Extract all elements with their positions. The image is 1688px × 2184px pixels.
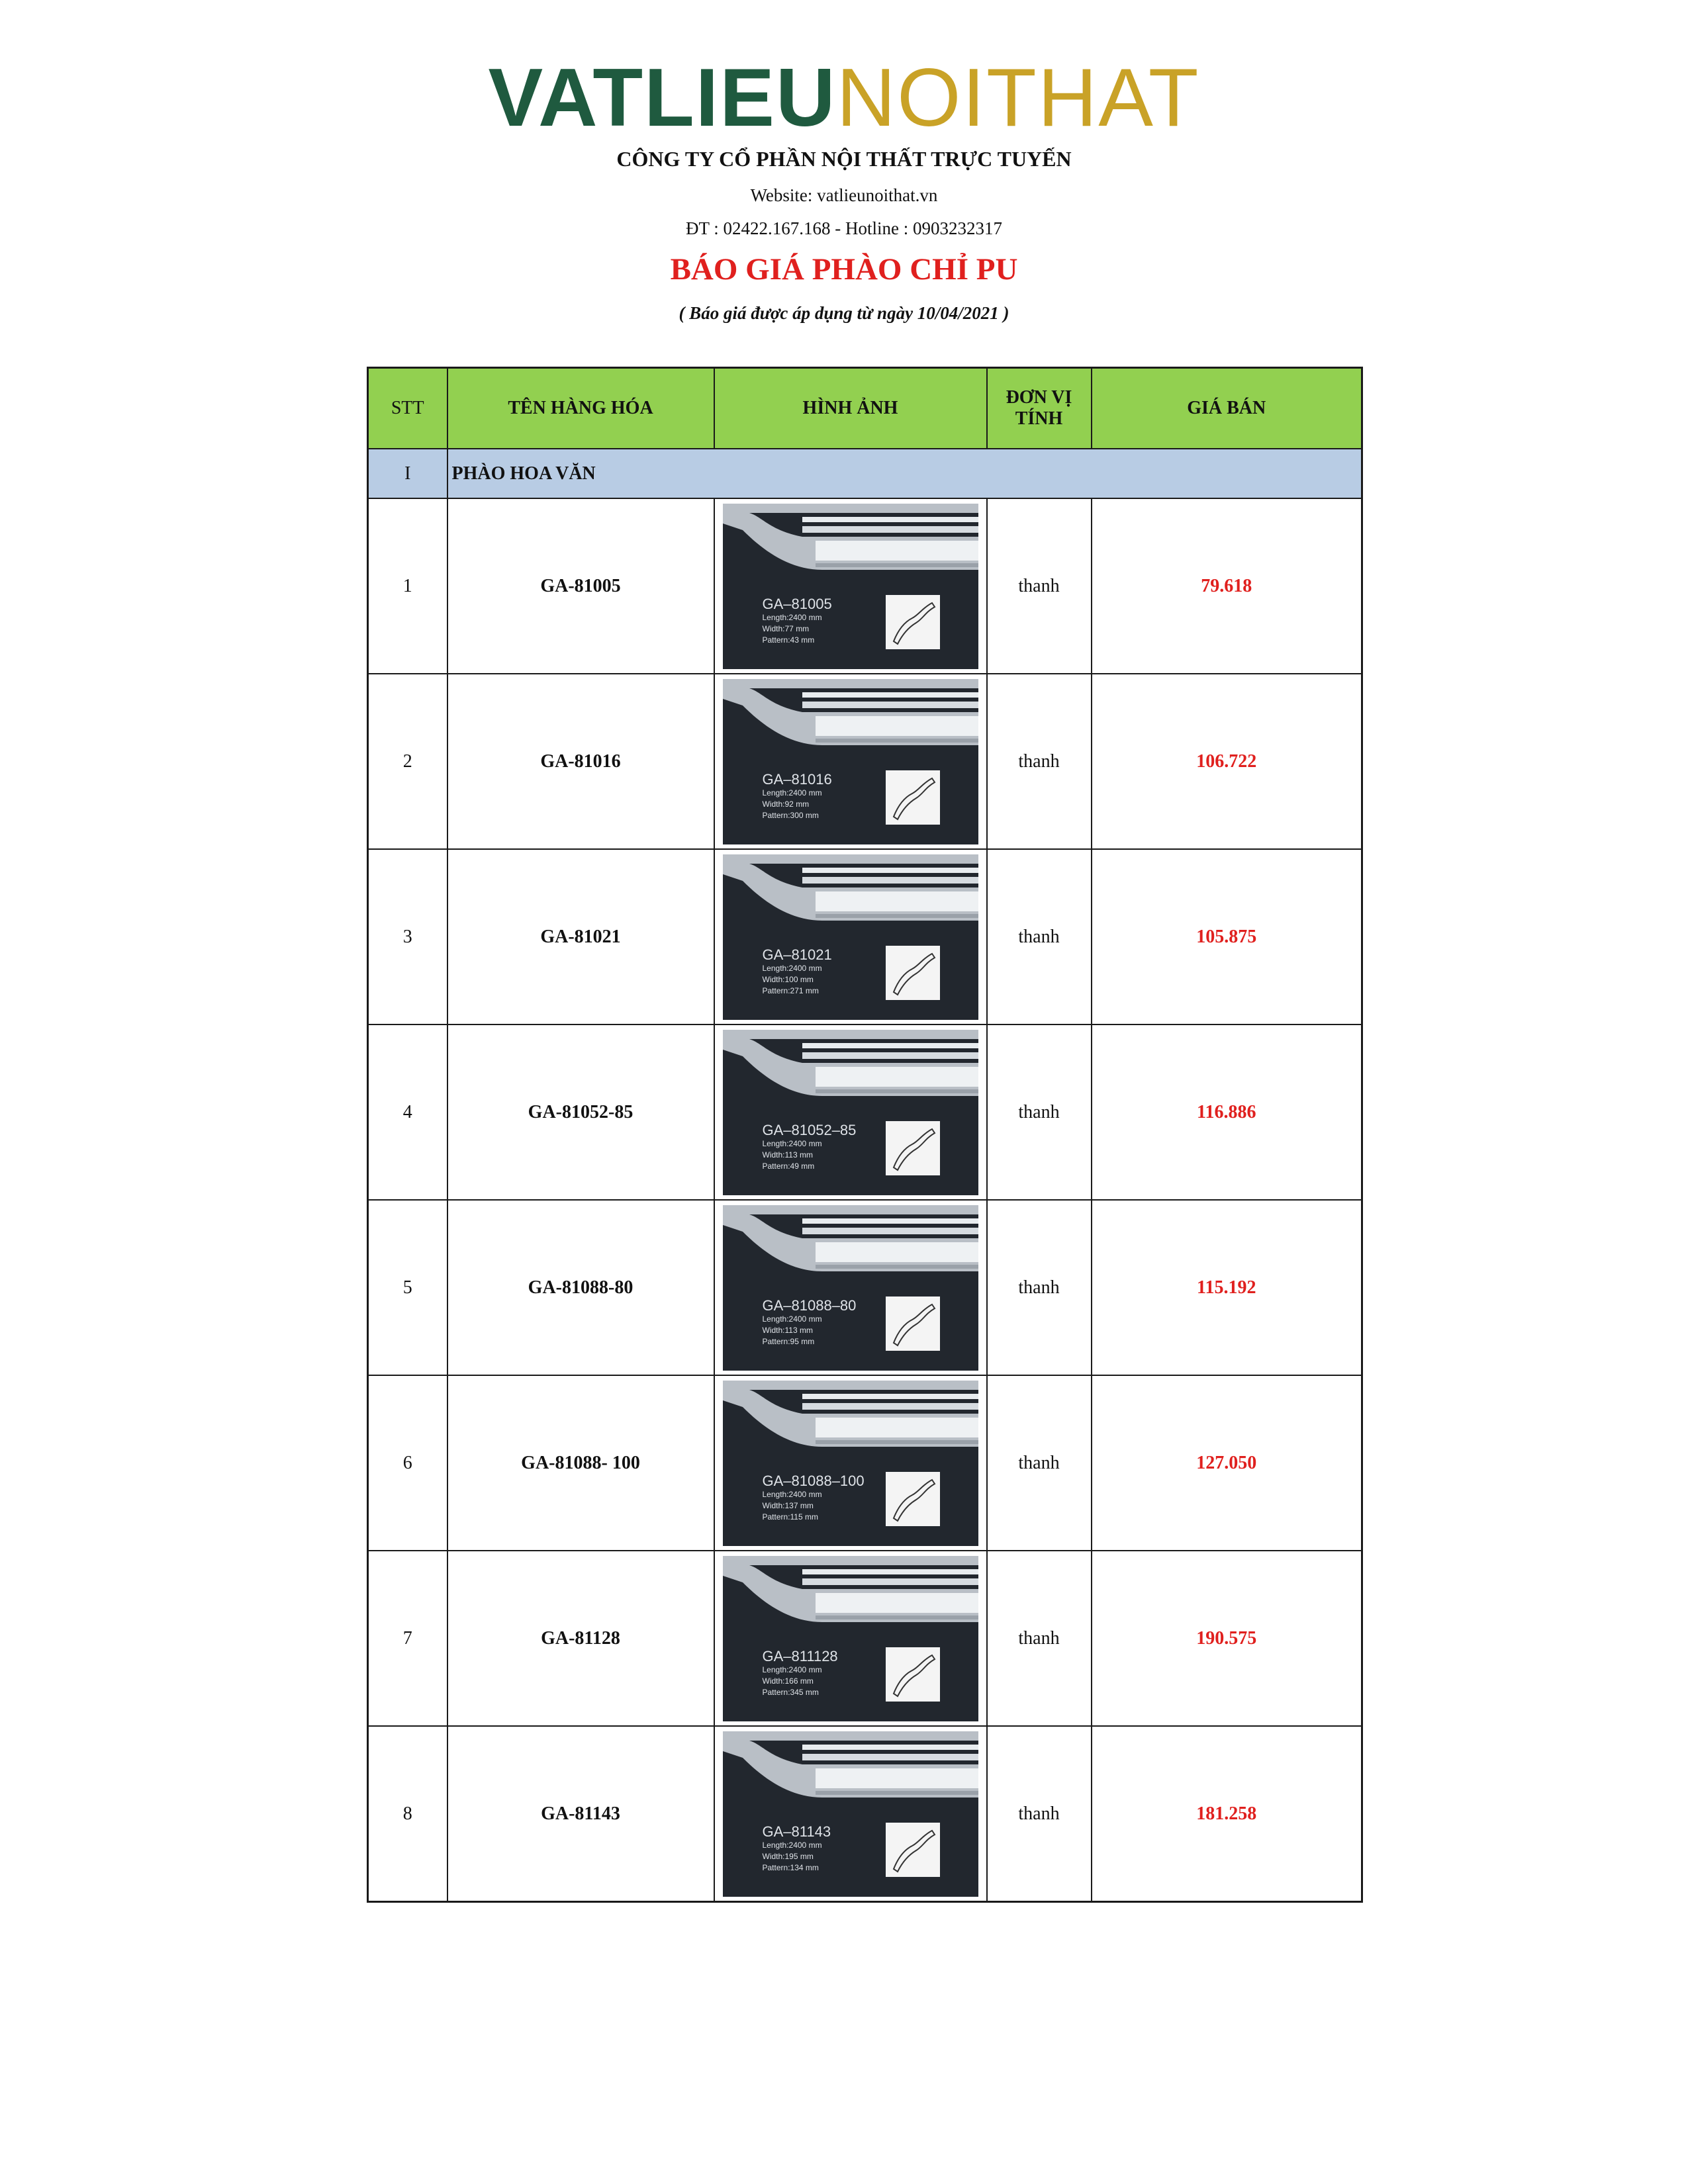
image-code: GA–81016	[762, 770, 832, 788]
price-text: 190.575	[1196, 1627, 1257, 1649]
row-price	[1092, 849, 1362, 1024]
image-code: GA–81021	[762, 946, 832, 963]
price-table	[367, 367, 1363, 1903]
image-pattern: Pattern:345 mm	[762, 1687, 819, 1697]
table-row	[368, 674, 1362, 849]
row-stt	[368, 1726, 447, 1902]
image-pattern: Pattern:43 mm	[762, 635, 815, 645]
profile-diagram-icon	[886, 1297, 940, 1351]
page-subtitle: ( Báo giá được áp dụng từ ngày 10/04/2021 )	[679, 303, 1009, 323]
unit-text: thanh	[1018, 1277, 1060, 1298]
image-caption	[763, 1473, 865, 1523]
image-width: Width:100 mm	[762, 974, 814, 984]
moulding-illustration	[723, 679, 978, 844]
row-image-cell	[714, 849, 987, 1024]
product-image	[723, 854, 978, 1020]
section-title: PHÀO HOA VĂN	[447, 449, 1362, 498]
company-name: CÔNG TY CỔ PHẦN NỘI THẤT TRỰC TUYẾN	[616, 147, 1072, 171]
stt-text: 6	[402, 1452, 412, 1473]
row-price	[1092, 498, 1362, 674]
image-caption	[763, 1649, 838, 1698]
stt-text: 3	[402, 926, 412, 947]
header-unit: ĐƠN VỊ TÍNH	[987, 368, 1092, 449]
row-image-cell	[714, 674, 987, 849]
company-logo	[0, 52, 1688, 144]
header-image: HÌNH ẢNH	[714, 368, 987, 449]
row-unit	[987, 1200, 1092, 1375]
row-image-cell	[714, 498, 987, 674]
image-length: Length:2400 mm	[762, 1489, 822, 1499]
table-row	[368, 498, 1362, 674]
price-text: 115.192	[1197, 1277, 1256, 1298]
row-price	[1092, 1200, 1362, 1375]
image-caption	[763, 596, 832, 646]
image-caption	[763, 1824, 831, 1874]
header-price: GIÁ BÁN	[1092, 368, 1362, 449]
stt-text: 7	[402, 1627, 412, 1649]
row-price	[1092, 1024, 1362, 1200]
row-price	[1092, 674, 1362, 849]
row-product-name	[447, 849, 714, 1024]
header-stt: STT	[368, 368, 447, 449]
profile-diagram-icon	[886, 1472, 940, 1526]
price-text: 116.886	[1197, 1101, 1256, 1122]
product-code: GA-81088- 100	[521, 1452, 640, 1473]
price-text: 181.258	[1196, 1803, 1257, 1824]
image-code: GA–81143	[762, 1823, 831, 1840]
image-length: Length:2400 mm	[762, 1138, 822, 1148]
unit-text: thanh	[1018, 751, 1060, 772]
row-product-name	[447, 1551, 714, 1726]
stt-text: 8	[402, 1803, 412, 1824]
row-unit	[987, 849, 1092, 1024]
image-code: GA–81088–100	[762, 1472, 865, 1489]
image-width: Width:113 mm	[762, 1325, 813, 1335]
moulding-illustration	[723, 504, 978, 669]
phone-line: ĐT : 02422.167.168 - Hotline : 0903232317	[686, 218, 1002, 238]
stt-text: 5	[402, 1277, 412, 1298]
row-unit	[987, 498, 1092, 674]
image-pattern: Pattern:300 mm	[762, 810, 819, 820]
price-text: 106.722	[1196, 751, 1257, 772]
page-title: BÁO GIÁ PHÀO CHỈ PU	[670, 252, 1018, 287]
image-pattern: Pattern:271 mm	[762, 985, 819, 995]
image-caption	[763, 1122, 857, 1172]
row-unit	[987, 1726, 1092, 1902]
row-stt	[368, 1200, 447, 1375]
price-text: 105.875	[1196, 926, 1257, 947]
unit-text: thanh	[1018, 575, 1060, 596]
image-code: GA–811128	[762, 1647, 838, 1664]
section-row	[368, 449, 1362, 498]
unit-text: thanh	[1018, 1627, 1060, 1649]
table-row	[368, 1024, 1362, 1200]
row-unit	[987, 674, 1092, 849]
product-code: GA-81052-85	[528, 1101, 633, 1122]
profile-diagram-icon	[886, 1647, 940, 1702]
logo-part-2: NOITHAT	[836, 52, 1200, 144]
image-code: GA–81088–80	[762, 1297, 857, 1314]
moulding-illustration	[723, 1731, 978, 1897]
product-image	[723, 504, 978, 669]
row-stt	[368, 674, 447, 849]
price-text: 127.050	[1196, 1452, 1257, 1473]
product-image	[723, 1381, 978, 1546]
row-stt	[368, 1024, 447, 1200]
row-image-cell	[714, 1726, 987, 1902]
row-product-name	[447, 498, 714, 674]
row-stt	[368, 498, 447, 674]
row-price	[1092, 1551, 1362, 1726]
image-length: Length:2400 mm	[762, 788, 822, 797]
table-header-row	[368, 368, 1362, 449]
product-code: GA-81005	[540, 575, 621, 596]
image-length: Length:2400 mm	[762, 1840, 822, 1850]
header-name: TÊN HÀNG HÓA	[447, 368, 714, 449]
table-row	[368, 1375, 1362, 1551]
product-code: GA-81016	[540, 751, 621, 772]
stt-text: 2	[402, 751, 412, 772]
image-width: Width:113 mm	[762, 1150, 813, 1160]
row-product-name	[447, 674, 714, 849]
image-length: Length:2400 mm	[762, 1314, 822, 1324]
row-stt	[368, 1375, 447, 1551]
product-image	[723, 1205, 978, 1371]
image-code: GA–81005	[762, 595, 832, 612]
row-unit	[987, 1024, 1092, 1200]
row-price	[1092, 1375, 1362, 1551]
row-image-cell	[714, 1200, 987, 1375]
image-pattern: Pattern:115 mm	[762, 1512, 818, 1522]
row-image-cell	[714, 1024, 987, 1200]
product-image	[723, 1731, 978, 1897]
product-image	[723, 679, 978, 844]
section-index: I	[368, 449, 447, 498]
image-code: GA–81052–85	[762, 1121, 857, 1138]
stt-text: 1	[402, 575, 412, 596]
image-width: Width:92 mm	[762, 799, 810, 809]
product-code: GA-81021	[540, 926, 621, 947]
profile-diagram-icon	[886, 1121, 940, 1175]
image-length: Length:2400 mm	[762, 1664, 822, 1674]
row-stt	[368, 849, 447, 1024]
image-caption	[763, 772, 832, 821]
image-length: Length:2400 mm	[762, 612, 822, 622]
profile-diagram-icon	[886, 1823, 940, 1877]
image-caption	[763, 947, 832, 997]
row-price	[1092, 1726, 1362, 1902]
price-text: 79.618	[1201, 575, 1252, 596]
moulding-illustration	[723, 1556, 978, 1721]
unit-text: thanh	[1018, 1803, 1060, 1824]
image-pattern: Pattern:95 mm	[762, 1336, 815, 1346]
moulding-illustration	[723, 854, 978, 1020]
row-stt	[368, 1551, 447, 1726]
table-row	[368, 1726, 1362, 1902]
image-width: Width:195 mm	[762, 1851, 814, 1861]
table-row	[368, 1551, 1362, 1726]
image-pattern: Pattern:49 mm	[762, 1161, 815, 1171]
product-code: GA-81143	[541, 1803, 620, 1824]
logo-part-1: VATLIEU	[488, 52, 837, 144]
image-width: Width:137 mm	[762, 1500, 814, 1510]
website-line: Website: vatlieunoithat.vn	[750, 185, 938, 205]
row-product-name	[447, 1024, 714, 1200]
profile-diagram-icon	[886, 595, 940, 649]
image-pattern: Pattern:134 mm	[762, 1862, 819, 1872]
image-caption	[763, 1298, 857, 1347]
row-product-name	[447, 1375, 714, 1551]
product-image	[723, 1030, 978, 1195]
row-image-cell	[714, 1551, 987, 1726]
product-code: GA-81088-80	[528, 1277, 633, 1298]
product-code: GA-81128	[541, 1627, 620, 1649]
stt-text: 4	[402, 1101, 412, 1122]
unit-text: thanh	[1018, 1101, 1060, 1122]
unit-text: thanh	[1018, 926, 1060, 947]
row-product-name	[447, 1200, 714, 1375]
profile-diagram-icon	[886, 946, 940, 1000]
image-length: Length:2400 mm	[762, 963, 822, 973]
profile-diagram-icon	[886, 770, 940, 825]
row-unit	[987, 1375, 1092, 1551]
unit-text: thanh	[1018, 1452, 1060, 1473]
table-row	[368, 849, 1362, 1024]
table-row	[368, 1200, 1362, 1375]
row-image-cell	[714, 1375, 987, 1551]
image-width: Width:166 mm	[762, 1676, 814, 1686]
row-unit	[987, 1551, 1092, 1726]
image-width: Width:77 mm	[762, 623, 810, 633]
product-image	[723, 1556, 978, 1721]
row-product-name	[447, 1726, 714, 1902]
